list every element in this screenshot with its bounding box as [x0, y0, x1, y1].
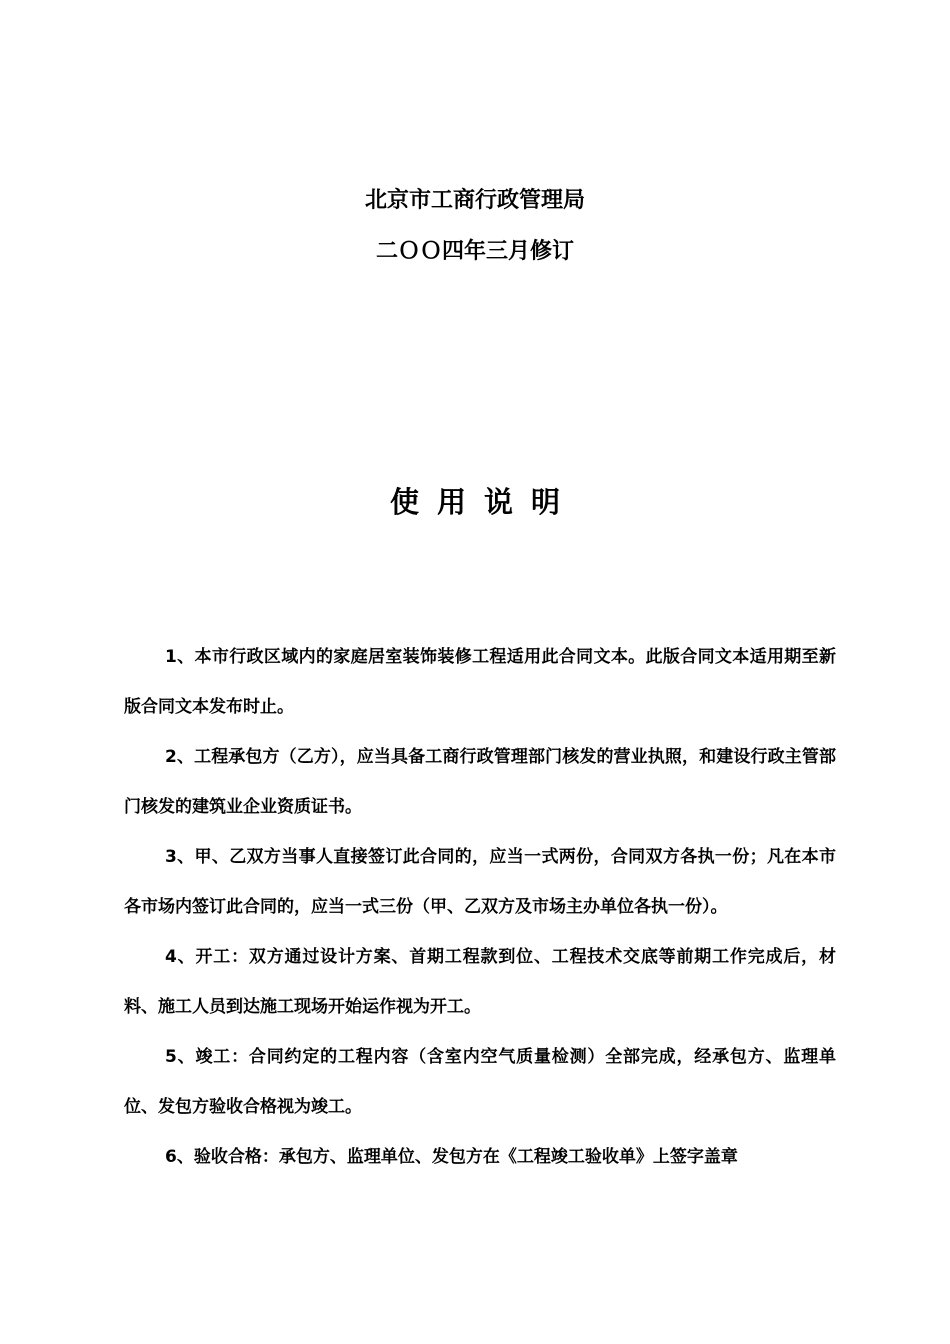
instruction-item-6: 6、验收合格：承包方、监理单位、发包方在《工程竣工验收单》上签字盖章 [165, 1147, 738, 1167]
revision-date: 二ＯＯ四年三月修订 [375, 238, 574, 264]
instructions-heading: 使用说明 [389, 485, 578, 519]
instruction-item-4: 4、开工：双方通过设计方案、首期工程款到位、工程技术交底等前期工作完成后，材料、施工人员到达施工现场开始运作视为开工。 [124, 947, 836, 1017]
issuing-authority: 北京市工商行政管理局 [364, 187, 585, 213]
instructions-list [124, 632, 836, 1182]
instruction-item-3: 3、甲、乙双方当事人直接签订此合同的，应当一式两份，合同双方各执一份；凡在本市各市场内签订此合同的，应当一式三份（甲、乙双方及市场主办单位各执一份）。 [124, 847, 836, 917]
instruction-item-1: 1、本市行政区域内的家庭居室装饰装修工程适用此合同文本。此版合同文本适用期至新版合同文本发布时止。 [124, 647, 836, 717]
instruction-item-2: 2、工程承包方（乙方），应当具备工商行政管理部门核发的营业执照，和建设行政主管部门核发的建筑业企业资质证书。 [124, 747, 836, 817]
instruction-item-5: 5、竣工：合同约定的工程内容（含室内空气质量检测）全部完成，经承包方、监理单位、发包方验收合格视为竣工。 [124, 1047, 836, 1117]
